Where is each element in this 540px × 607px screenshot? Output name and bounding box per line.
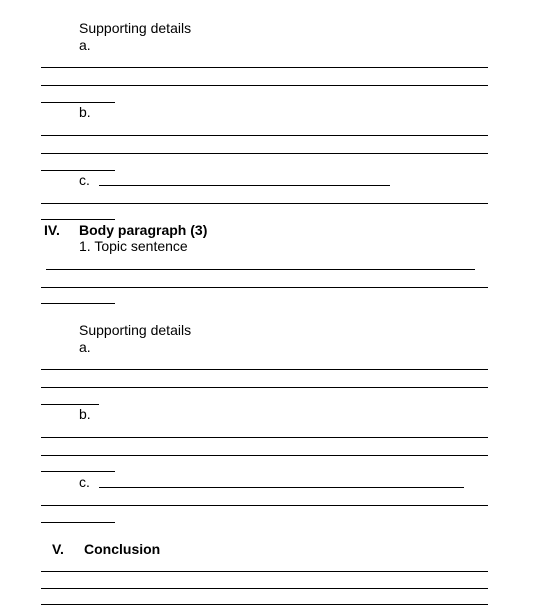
blank-line[interactable] [41,471,115,472]
item-b-label: b. [79,406,91,422]
item-c-label: c. [79,474,90,490]
section-numeral: IV. [44,222,60,238]
section-heading: Conclusion [84,541,161,557]
blank-line[interactable] [41,588,488,589]
item-c-label: c. [79,172,90,188]
blank-line[interactable] [41,571,488,572]
blank-line[interactable] [41,369,488,370]
blank-line[interactable] [41,303,115,304]
supporting-details-heading: Supporting details [79,20,192,36]
blank-line[interactable] [41,505,488,506]
topic-sentence-label: 1. Topic sentence [79,238,188,254]
blank-line[interactable] [41,604,488,605]
blank-line[interactable] [41,203,488,204]
blank-line[interactable] [41,170,115,171]
blank-line[interactable] [41,387,488,388]
blank-line[interactable] [41,219,115,220]
blank-line[interactable] [41,85,488,86]
blank-line[interactable] [41,67,488,68]
section-numeral: V. [52,541,64,557]
blank-line[interactable] [41,102,115,103]
blank-line[interactable] [99,487,464,488]
supporting-details-heading: Supporting details [79,322,192,338]
item-b-label: b. [79,104,91,120]
blank-line[interactable] [41,135,488,136]
blank-line[interactable] [41,522,115,523]
blank-line[interactable] [41,404,99,405]
blank-line[interactable] [41,455,488,456]
blank-line[interactable] [41,437,488,438]
item-a-label: a. [79,37,91,53]
blank-line[interactable] [41,153,488,154]
section-heading: Body paragraph (3) [79,222,208,238]
blank-line[interactable] [46,269,475,270]
blank-line[interactable] [41,287,488,288]
item-a-label: a. [79,339,91,355]
blank-line[interactable] [99,185,390,186]
